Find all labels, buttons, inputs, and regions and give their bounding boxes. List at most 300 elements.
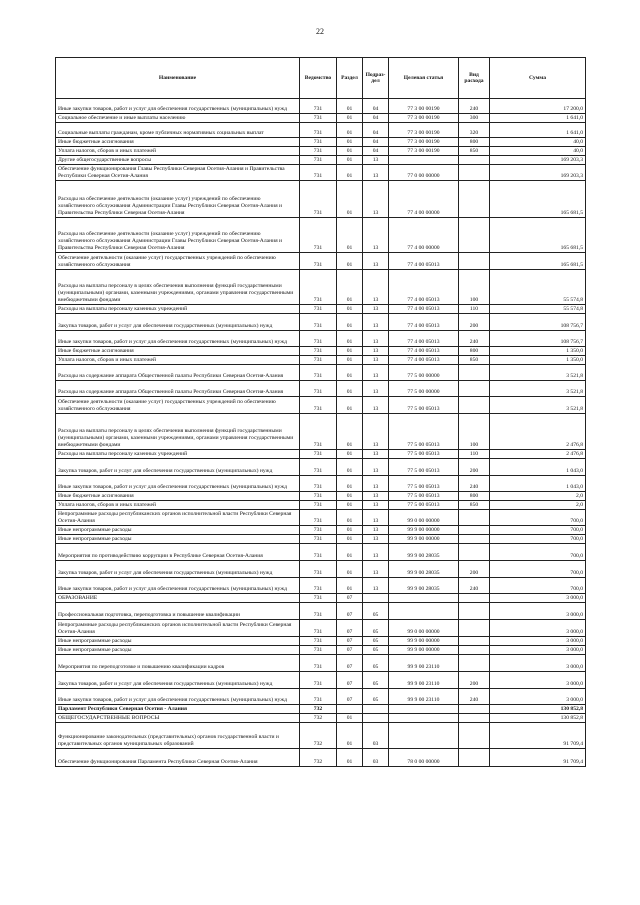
row-expense-type xyxy=(459,723,490,749)
row-expense-type: 240 xyxy=(459,476,490,492)
row-subsection xyxy=(363,714,389,723)
row-target: 77 3 00 00190 xyxy=(389,123,459,138)
row-department: 731 xyxy=(300,365,337,381)
row-subsection: 13 xyxy=(363,165,389,181)
table-row xyxy=(56,156,586,165)
row-sum: 3 000,0 xyxy=(490,655,586,672)
row-name: Расходы на обеспечение деятельности (оказание услуг) учреждений по обеспечению хозяйственного обслуживания Администрации Главы Республики Северная Осетия-Алания и Правительства Республики Северная Осетия-Алания xyxy=(56,218,300,253)
row-target: 77 5 00 05013 xyxy=(389,492,459,501)
table-row xyxy=(56,501,586,510)
row-name: Социальные выплаты гражданам, кроме публичных нормативных социальных выплат xyxy=(56,123,300,138)
row-subsection: 05 xyxy=(363,689,389,705)
header-name: Наименование xyxy=(56,58,300,99)
row-section: 01 xyxy=(337,347,363,356)
table-row xyxy=(56,181,586,218)
row-name: Профессиональная подготовка, переподготовка и повышение квалификации xyxy=(56,603,300,620)
budget-table xyxy=(55,57,586,767)
row-target: 77 4 00 00000 xyxy=(389,181,459,218)
row-sum: 700,0 xyxy=(490,578,586,594)
table-row xyxy=(56,314,586,331)
row-sum: 1 641,0 xyxy=(490,123,586,138)
row-expense-type: 800 xyxy=(459,347,490,356)
row-subsection: 04 xyxy=(363,147,389,156)
row-name: Функционирование законодательных (представительных) органов государственной власти и представительных органов муниципальных образований xyxy=(56,723,300,749)
row-name: Обеспечение деятельности (оказание услуг) государственных учреждений по обеспечению хозяйственного обслуживания xyxy=(56,253,300,270)
row-section: 01 xyxy=(337,305,363,314)
row-sum: 108 756,7 xyxy=(490,314,586,331)
row-sum: 1 043,0 xyxy=(490,476,586,492)
row-name: Мероприятия по противодействию коррупции в Республике Северная Осетия-Алания xyxy=(56,544,300,561)
row-sum: 3 521,8 xyxy=(490,365,586,381)
row-subsection: 13 xyxy=(363,156,389,165)
table-row xyxy=(56,672,586,689)
row-target: 99 9 00 00000 xyxy=(389,526,459,535)
row-sum: 700,0 xyxy=(490,510,586,526)
row-section: 07 xyxy=(337,672,363,689)
row-expense-type xyxy=(459,594,490,603)
row-expense-type: 100 xyxy=(459,414,490,450)
row-department: 731 xyxy=(300,138,337,147)
row-department: 731 xyxy=(300,356,337,365)
row-target: 77 3 00 00190 xyxy=(389,147,459,156)
row-subsection: 13 xyxy=(363,253,389,270)
row-expense-type xyxy=(459,526,490,535)
row-target: 77 5 00 05013 xyxy=(389,501,459,510)
row-name: Иные бюджетные ассигнования xyxy=(56,492,300,501)
row-name: Иные закупки товаров, работ и услуг для обеспечения государственных (муниципальных) нужд xyxy=(56,99,300,114)
row-subsection: 13 xyxy=(363,578,389,594)
row-target: 77 4 00 05013 xyxy=(389,270,459,305)
row-name: ОБРАЗОВАНИЕ xyxy=(56,594,300,603)
table-row xyxy=(56,305,586,314)
row-department: 731 xyxy=(300,381,337,397)
table-row xyxy=(56,331,586,347)
row-subsection: 13 xyxy=(363,331,389,347)
row-target: 99 9 00 00000 xyxy=(389,637,459,646)
row-subsection: 13 xyxy=(363,510,389,526)
row-target: 77 3 00 00190 xyxy=(389,99,459,114)
row-target xyxy=(389,603,459,620)
row-name: Закупка товаров, работ и услуг для обеспечения государственных (муниципальных) нужд xyxy=(56,314,300,331)
row-department: 731 xyxy=(300,181,337,218)
table-row xyxy=(56,637,586,646)
row-sum: 3 000,0 xyxy=(490,603,586,620)
row-department: 731 xyxy=(300,672,337,689)
row-expense-type xyxy=(459,705,490,714)
row-subsection: 13 xyxy=(363,270,389,305)
row-subsection xyxy=(363,705,389,714)
row-expense-type: 320 xyxy=(459,123,490,138)
row-department: 731 xyxy=(300,331,337,347)
row-section: 01 xyxy=(337,270,363,305)
row-section xyxy=(337,705,363,714)
row-expense-type: 240 xyxy=(459,99,490,114)
row-sum: 3 000,0 xyxy=(490,637,586,646)
table-row xyxy=(56,594,586,603)
table-row xyxy=(56,476,586,492)
row-sum: 165 681,5 xyxy=(490,253,586,270)
row-section: 07 xyxy=(337,594,363,603)
row-target: 77 3 00 00190 xyxy=(389,114,459,123)
row-name: Социальное обеспечение и иные выплаты населению xyxy=(56,114,300,123)
row-target: 77 0 00 00000 xyxy=(389,165,459,181)
table-row xyxy=(56,165,586,181)
row-department: 732 xyxy=(300,723,337,749)
row-expense-type: 100 xyxy=(459,270,490,305)
row-department: 731 xyxy=(300,561,337,578)
row-department: 731 xyxy=(300,218,337,253)
row-name: ОБЩЕГОСУДАРСТВЕННЫЕ ВОПРОСЫ xyxy=(56,714,300,723)
row-target: 77 4 00 00000 xyxy=(389,218,459,253)
table-row xyxy=(56,655,586,672)
row-department: 731 xyxy=(300,476,337,492)
row-target: 77 4 00 05013 xyxy=(389,253,459,270)
table-row xyxy=(56,578,586,594)
row-target: 99 9 00 00000 xyxy=(389,535,459,544)
row-department: 732 xyxy=(300,749,337,767)
header-department: Ведомство xyxy=(300,58,337,99)
row-expense-type: 300 xyxy=(459,114,490,123)
row-target xyxy=(389,594,459,603)
row-expense-type xyxy=(459,253,490,270)
row-expense-type xyxy=(459,218,490,253)
row-sum: 130 852,8 xyxy=(490,705,586,714)
row-name: Иные непрограммные расходы xyxy=(56,535,300,544)
row-subsection: 05 xyxy=(363,620,389,637)
row-target: 78 0 00 00000 xyxy=(389,749,459,767)
row-expense-type: 200 xyxy=(459,314,490,331)
row-section: 01 xyxy=(337,492,363,501)
row-section: 01 xyxy=(337,314,363,331)
row-target xyxy=(389,705,459,714)
row-section: 01 xyxy=(337,123,363,138)
row-expense-type xyxy=(459,397,490,414)
row-subsection: 05 xyxy=(363,672,389,689)
row-target xyxy=(389,723,459,749)
row-department: 731 xyxy=(300,501,337,510)
row-department: 731 xyxy=(300,414,337,450)
row-target: 77 5 00 05013 xyxy=(389,459,459,476)
row-subsection: 04 xyxy=(363,138,389,147)
row-section: 01 xyxy=(337,253,363,270)
row-target: 99 9 00 00000 xyxy=(389,646,459,655)
row-section: 07 xyxy=(337,603,363,620)
table-row xyxy=(56,114,586,123)
row-sum: 55 574,8 xyxy=(490,270,586,305)
row-department: 731 xyxy=(300,689,337,705)
row-name: Иные закупки товаров, работ и услуг для обеспечения государственных (муниципальных) нужд xyxy=(56,476,300,492)
row-department: 731 xyxy=(300,578,337,594)
table-row xyxy=(56,365,586,381)
table-row xyxy=(56,492,586,501)
row-sum: 169 203,3 xyxy=(490,165,586,181)
row-subsection: 13 xyxy=(363,501,389,510)
row-expense-type xyxy=(459,637,490,646)
row-subsection: 05 xyxy=(363,637,389,646)
row-department: 731 xyxy=(300,620,337,637)
row-name: Обеспечение деятельности (оказание услуг) государственных учреждений по обеспечению хозяйственного обслуживания xyxy=(56,397,300,414)
row-subsection: 13 xyxy=(363,526,389,535)
row-expense-type: 240 xyxy=(459,578,490,594)
row-target: 99 0 00 00000 xyxy=(389,620,459,637)
header-target: Целевая статья xyxy=(389,58,459,99)
row-subsection xyxy=(363,594,389,603)
row-subsection: 13 xyxy=(363,381,389,397)
row-subsection: 04 xyxy=(363,123,389,138)
row-target: 99 9 00 23110 xyxy=(389,689,459,705)
row-name: Обеспечение функционирования Парламента Республики Северная Осетия-Алания xyxy=(56,749,300,767)
table-row xyxy=(56,356,586,365)
table-row xyxy=(56,544,586,561)
row-section: 07 xyxy=(337,655,363,672)
row-sum: 108 756,7 xyxy=(490,331,586,347)
row-sum: 40,0 xyxy=(490,147,586,156)
row-section: 07 xyxy=(337,620,363,637)
row-subsection: 13 xyxy=(363,314,389,331)
row-expense-type: 240 xyxy=(459,331,490,347)
row-sum: 165 681,5 xyxy=(490,181,586,218)
row-section: 01 xyxy=(337,561,363,578)
row-department: 731 xyxy=(300,459,337,476)
row-expense-type xyxy=(459,381,490,397)
row-section: 01 xyxy=(337,156,363,165)
row-department: 731 xyxy=(300,99,337,114)
row-sum: 700,0 xyxy=(490,561,586,578)
row-target: 99 9 00 28035 xyxy=(389,561,459,578)
row-subsection: 13 xyxy=(363,365,389,381)
table-row xyxy=(56,561,586,578)
row-department: 731 xyxy=(300,492,337,501)
row-section: 01 xyxy=(337,99,363,114)
row-target: 99 9 00 23110 xyxy=(389,672,459,689)
row-expense-type: 200 xyxy=(459,672,490,689)
row-section: 01 xyxy=(337,114,363,123)
row-expense-type xyxy=(459,156,490,165)
row-subsection: 13 xyxy=(363,459,389,476)
header-subsection: Подраз-дел xyxy=(363,58,389,99)
table-row xyxy=(56,603,586,620)
row-department: 731 xyxy=(300,646,337,655)
row-expense-type: 200 xyxy=(459,561,490,578)
row-name: Расходы на выплаты персоналу казенных учреждений xyxy=(56,305,300,314)
table-row xyxy=(56,646,586,655)
row-section: 01 xyxy=(337,414,363,450)
row-target: 77 5 00 05013 xyxy=(389,450,459,459)
row-sum: 3 000,0 xyxy=(490,689,586,705)
row-section: 01 xyxy=(337,526,363,535)
row-name: Закупка товаров, работ и услуг для обеспечения государственных (муниципальных) нужд xyxy=(56,672,300,689)
row-name: Иные непрограммные расходы xyxy=(56,637,300,646)
table-row xyxy=(56,620,586,637)
row-sum: 3 000,0 xyxy=(490,594,586,603)
row-section: 01 xyxy=(337,365,363,381)
table-row xyxy=(56,723,586,749)
row-sum: 91 709,4 xyxy=(490,749,586,767)
row-sum: 3 000,0 xyxy=(490,620,586,637)
row-subsection: 13 xyxy=(363,305,389,314)
row-section: 01 xyxy=(337,397,363,414)
row-department: 731 xyxy=(300,655,337,672)
row-section: 01 xyxy=(337,476,363,492)
row-department: 731 xyxy=(300,526,337,535)
row-name: Иные непрограммные расходы xyxy=(56,646,300,655)
row-section: 01 xyxy=(337,450,363,459)
row-name: Иные непрограммные расходы xyxy=(56,526,300,535)
row-expense-type xyxy=(459,365,490,381)
row-name: Закупка товаров, работ и услуг для обеспечения государственных (муниципальных) нужд xyxy=(56,459,300,476)
row-sum: 169 203,3 xyxy=(490,156,586,165)
row-expense-type xyxy=(459,535,490,544)
row-expense-type xyxy=(459,544,490,561)
row-department: 731 xyxy=(300,347,337,356)
row-expense-type: 110 xyxy=(459,450,490,459)
row-name: Парламент Республики Северная Осетия - Алания xyxy=(56,705,300,714)
row-target: 99 0 00 00000 xyxy=(389,510,459,526)
row-name: Расходы на выплаты персоналу в целях обеспечения выполнения функций государственными (муниципальными) органами, казенными учреждениями, органами управления государственными внебюджетными фондами xyxy=(56,414,300,450)
row-expense-type xyxy=(459,749,490,767)
row-section: 01 xyxy=(337,356,363,365)
table-row xyxy=(56,123,586,138)
row-sum: 17 200,0 xyxy=(490,99,586,114)
row-subsection: 13 xyxy=(363,218,389,253)
row-expense-type: 110 xyxy=(459,305,490,314)
row-section: 01 xyxy=(337,544,363,561)
row-name: Иные бюджетные ассигнования xyxy=(56,347,300,356)
row-section: 01 xyxy=(337,181,363,218)
row-sum: 91 709,4 xyxy=(490,723,586,749)
row-subsection: 13 xyxy=(363,561,389,578)
table-row xyxy=(56,450,586,459)
row-expense-type xyxy=(459,510,490,526)
row-subsection: 13 xyxy=(363,544,389,561)
table-row xyxy=(56,749,586,767)
row-subsection: 13 xyxy=(363,414,389,450)
row-department: 731 xyxy=(300,450,337,459)
row-sum: 3 521,8 xyxy=(490,397,586,414)
row-sum: 1 641,0 xyxy=(490,114,586,123)
row-name: Расходы на обеспечение деятельности (оказание услуг) учреждений по обеспечению хозяйственного обслуживания Администрации Главы Республики Северная Осетия-Алания и Правительства Республики Северная Осетия-Алания xyxy=(56,181,300,218)
row-section: 01 xyxy=(337,714,363,723)
table-row xyxy=(56,381,586,397)
row-name: Расходы на выплаты персоналу в целях обеспечения выполнения функций государственными (муниципальными) органами, казенными учреждениями, органами управления государственными внебюджетными фондами xyxy=(56,270,300,305)
row-department: 731 xyxy=(300,535,337,544)
row-department: 731 xyxy=(300,637,337,646)
row-subsection: 05 xyxy=(363,655,389,672)
row-subsection: 05 xyxy=(363,646,389,655)
row-subsection: 05 xyxy=(363,603,389,620)
row-expense-type: 850 xyxy=(459,501,490,510)
row-section: 01 xyxy=(337,501,363,510)
table-row xyxy=(56,714,586,723)
row-department: 731 xyxy=(300,114,337,123)
row-name: Непрограммные расходы республиканских органов исполнительной власти Республики Северная Осетия-Алания xyxy=(56,620,300,637)
row-expense-type xyxy=(459,603,490,620)
row-sum: 2 476,8 xyxy=(490,450,586,459)
row-section: 01 xyxy=(337,165,363,181)
row-sum: 1 043,0 xyxy=(490,459,586,476)
row-sum: 55 574,8 xyxy=(490,305,586,314)
row-name: Мероприятия по переподготовке и повышению квалификации кадров xyxy=(56,655,300,672)
row-sum: 2,0 xyxy=(490,501,586,510)
table-row xyxy=(56,510,586,526)
row-sum: 700,0 xyxy=(490,526,586,535)
row-target: 77 5 00 00000 xyxy=(389,381,459,397)
row-subsection: 03 xyxy=(363,723,389,749)
table-row xyxy=(56,689,586,705)
row-subsection: 13 xyxy=(363,535,389,544)
row-expense-type: 240 xyxy=(459,689,490,705)
row-department: 731 xyxy=(300,270,337,305)
row-section: 01 xyxy=(337,331,363,347)
row-sum: 2 476,8 xyxy=(490,414,586,450)
row-section: 01 xyxy=(337,510,363,526)
row-section: 01 xyxy=(337,138,363,147)
row-subsection: 13 xyxy=(363,492,389,501)
row-department: 731 xyxy=(300,594,337,603)
row-name: Иные бюджетные ассигнования xyxy=(56,138,300,147)
table-row xyxy=(56,414,586,450)
row-subsection: 04 xyxy=(363,99,389,114)
table-row xyxy=(56,270,586,305)
table-body xyxy=(56,99,586,767)
row-name: Обеспечение функционирования Главы Республики Северная Осетия-Алания и Правительства Республики Северная Осетия-Алания xyxy=(56,165,300,181)
row-target xyxy=(389,714,459,723)
row-name: Непрограммные расходы республиканских органов исполнительной власти Республики Северная Осетия-Алания xyxy=(56,510,300,526)
row-expense-type xyxy=(459,165,490,181)
row-target: 99 9 00 28035 xyxy=(389,544,459,561)
row-name: Уплата налогов, сборов и иных платежей xyxy=(56,501,300,510)
row-department: 731 xyxy=(300,305,337,314)
row-expense-type: 850 xyxy=(459,356,490,365)
header-sum: Сумма xyxy=(490,58,586,99)
row-name: Иные закупки товаров, работ и услуг для обеспечения государственных (муниципальных) нужд xyxy=(56,331,300,347)
row-section: 07 xyxy=(337,689,363,705)
row-section: 07 xyxy=(337,646,363,655)
table-row xyxy=(56,397,586,414)
row-expense-type xyxy=(459,655,490,672)
row-section: 07 xyxy=(337,637,363,646)
row-department: 731 xyxy=(300,603,337,620)
row-sum: 1 350,0 xyxy=(490,356,586,365)
row-expense-type xyxy=(459,646,490,655)
row-name: Другие общегосударственные вопросы xyxy=(56,156,300,165)
row-subsection: 13 xyxy=(363,356,389,365)
table-row xyxy=(56,138,586,147)
row-target: 77 5 00 00000 xyxy=(389,365,459,381)
row-sum: 130 852,8 xyxy=(490,714,586,723)
row-expense-type: 200 xyxy=(459,459,490,476)
row-target: 77 3 00 00190 xyxy=(389,138,459,147)
row-department: 731 xyxy=(300,314,337,331)
table-row xyxy=(56,253,586,270)
row-target: 77 4 00 05013 xyxy=(389,347,459,356)
row-target: 77 5 00 05013 xyxy=(389,414,459,450)
row-section: 01 xyxy=(337,723,363,749)
row-sum: 3 000,0 xyxy=(490,672,586,689)
row-name: Расходы на выплаты персоналу казенных учреждений xyxy=(56,450,300,459)
row-subsection: 04 xyxy=(363,114,389,123)
table-row xyxy=(56,99,586,114)
row-subsection: 13 xyxy=(363,181,389,218)
row-department: 732 xyxy=(300,705,337,714)
row-target: 77 5 00 05013 xyxy=(389,397,459,414)
row-sum: 700,0 xyxy=(490,535,586,544)
row-name: Закупка товаров, работ и услуг для обеспечения государственных (муниципальных) нужд xyxy=(56,561,300,578)
row-section: 01 xyxy=(337,459,363,476)
row-section: 01 xyxy=(337,147,363,156)
table-row xyxy=(56,535,586,544)
row-sum: 3 521,8 xyxy=(490,381,586,397)
